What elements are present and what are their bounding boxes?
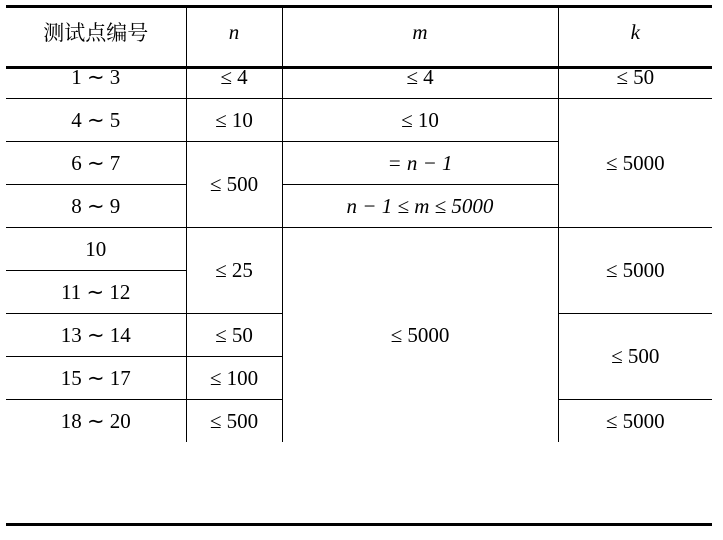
cell-test-points: 10 bbox=[6, 228, 186, 271]
table-header-row bbox=[6, 8, 712, 56]
column-header-k: k bbox=[630, 19, 640, 44]
constraints-table bbox=[6, 8, 712, 442]
column-header-n: n bbox=[186, 8, 282, 56]
cell-n: ≤ 500 bbox=[186, 400, 282, 443]
cell-m: ≤ 4 bbox=[282, 56, 558, 99]
cell-k-merged-5000-mid: ≤ 5000 bbox=[558, 228, 712, 314]
cell-n: ≤ 50 bbox=[186, 314, 282, 357]
cell-k-merged-5000-lower: ≤ 5000 bbox=[605, 408, 665, 433]
table-header bbox=[6, 8, 712, 56]
table-bottom-rule bbox=[6, 523, 712, 526]
cell-test-points: 4 ∼ 5 bbox=[6, 99, 186, 142]
cell-k: ≤ 50 bbox=[558, 56, 712, 99]
table-row bbox=[6, 99, 712, 142]
cell-test-points: 11 ∼ 12 bbox=[6, 271, 186, 314]
table-row bbox=[6, 56, 712, 99]
cell-n-merged-500: ≤ 500 bbox=[186, 142, 282, 228]
column-header-test-points: 测试点编号 bbox=[6, 8, 186, 56]
cell-n-merged-25: ≤ 25 bbox=[186, 228, 282, 314]
cell-m: n − 1 ≤ m ≤ 5000 bbox=[282, 185, 558, 228]
cell-k-merged-500: ≤ 500 bbox=[558, 314, 712, 400]
cell-test-points: 1 ∼ 3 bbox=[6, 56, 186, 99]
table-row bbox=[6, 228, 712, 271]
cell-test-points: 6 ∼ 7 bbox=[6, 142, 186, 185]
cell-test-points: 13 ∼ 14 bbox=[6, 314, 186, 357]
column-header-m: m bbox=[282, 8, 558, 56]
cell-m-merged-5000: ≤ 5000 bbox=[282, 228, 558, 443]
cell-test-points: 15 ∼ 17 bbox=[6, 357, 186, 400]
cell-m: = n − 1 bbox=[282, 142, 558, 185]
cell-test-points: 8 ∼ 9 bbox=[6, 185, 186, 228]
cell-k-merged-5000-upper: ≤ 5000 bbox=[558, 99, 712, 228]
cell-m: ≤ 10 bbox=[282, 99, 558, 142]
cell-n: ≤ 10 bbox=[186, 99, 282, 142]
cell-n: ≤ 100 bbox=[186, 357, 282, 400]
cell-test-points: 18 ∼ 20 bbox=[6, 400, 186, 443]
table-body bbox=[6, 56, 712, 442]
cell-n: ≤ 4 bbox=[186, 56, 282, 99]
